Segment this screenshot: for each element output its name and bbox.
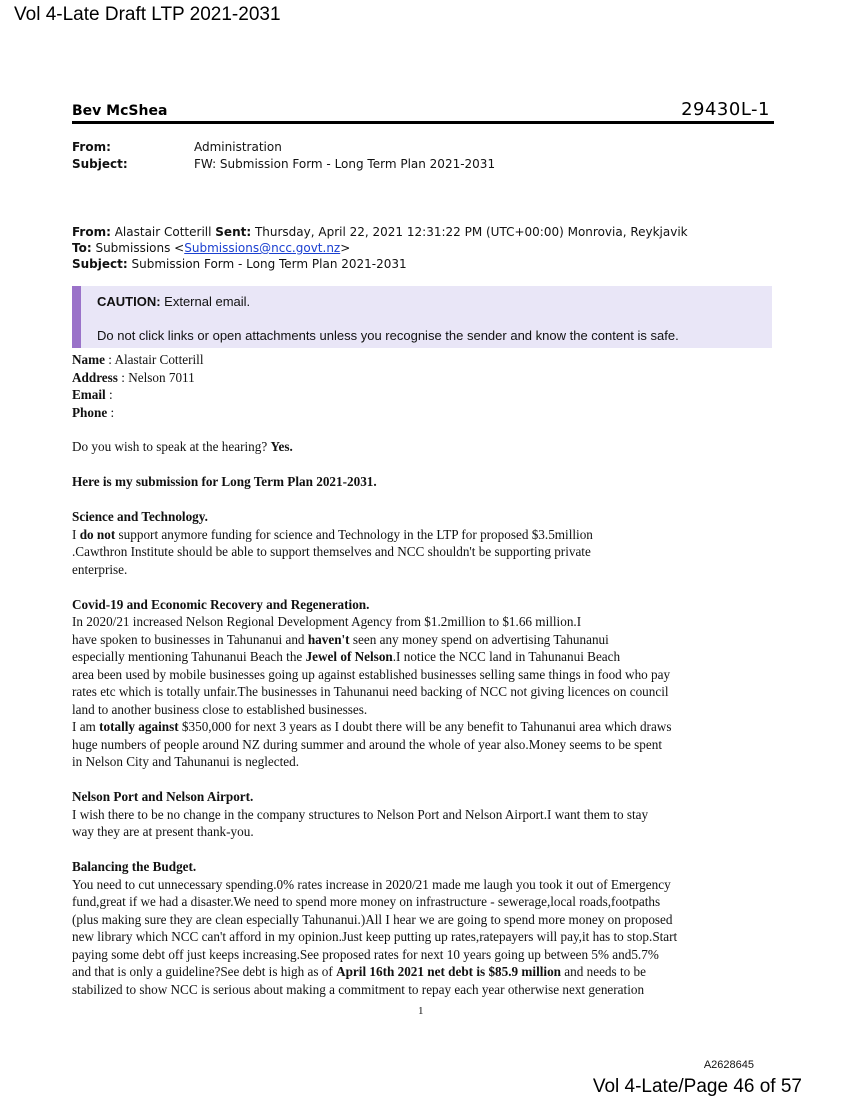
sender-name: Bev McShea [72, 103, 168, 119]
email-from-row [72, 140, 282, 154]
budget-line-4: new library which NCC can't afford in my opinion.Just keep putting up rates,ratepayers will pay,it has to stop.Start [72, 929, 678, 944]
fwd-subject-label: Subject: [72, 257, 128, 271]
submissions-email-link[interactable]: Submissions@ncc.govt.nz [184, 241, 341, 255]
form-phone-row [72, 404, 114, 421]
covid-l3c: .I notice the NCC land in Tahunanui Beach [392, 649, 621, 664]
caution-message: Do not click links or open attachments unless you recognise the sender and know the content is safe. [97, 328, 679, 343]
fwd-to-prefix: Submissions < [91, 241, 185, 255]
science-line-1 [72, 526, 593, 543]
email-subject-row [72, 157, 495, 171]
port-heading-text: Nelson Port and Nelson Airport. [72, 789, 254, 804]
covid-l2c: seen any money spend on advertising Tahunanui [349, 632, 609, 647]
hearing-question [72, 438, 293, 455]
document-id: 29430L-1 [681, 99, 770, 120]
budget-line-3: (plus making sure they are clean especially Tahunanui.)All I hear we are going to spend more money on proposed [72, 912, 673, 927]
covid-l2a: have spoken to businesses in Tahunanui and [72, 632, 308, 647]
caution-title [97, 294, 250, 309]
form-address-row [72, 369, 195, 386]
fwd-sent-label: Sent: [215, 225, 252, 239]
fwd-subject-value: Submission Form - Long Term Plan 2021-2031 [127, 257, 407, 271]
budget-l6c: and needs to be [561, 964, 646, 979]
forwarded-subject-row [72, 257, 407, 271]
caution-accent-bar [72, 286, 81, 348]
budget-line-6 [72, 963, 646, 980]
subject-value: FW: Submission Form - Long Term Plan 2021-2031 [194, 157, 496, 171]
covid-line-6: land to another business close to established businesses. [72, 702, 368, 717]
covid-heading-text: Covid-19 and Economic Recovery and Regeneration. [72, 597, 370, 612]
covid-line-3 [72, 648, 620, 665]
submission-intro [72, 473, 377, 490]
science-l1b: do not [79, 527, 116, 542]
budget-heading [72, 858, 196, 875]
from-label: From: [72, 140, 111, 154]
covid-l7a: I am [72, 719, 100, 734]
phone-value: : [107, 405, 115, 420]
fwd-to-suffix: > [340, 241, 351, 255]
covid-line-1: In 2020/21 increased Nelson Regional Development Agency from $1.2million to $1.66 million.I [72, 614, 582, 629]
caution-title-rest: External email. [160, 294, 251, 309]
science-l1a: I [72, 527, 80, 542]
hearing-answer: Yes. [270, 439, 293, 454]
budget-heading-text: Balancing the Budget. [72, 859, 197, 874]
science-heading [72, 508, 208, 525]
covid-l3a: especially mentioning Tahunanui Beach the [72, 649, 306, 664]
fwd-from-value: Alastair Cotterill [110, 225, 216, 239]
budget-line-5: paying some debt off just keeps increasing.See proposed rates for next 10 years going up between 5% and5.7% [72, 947, 659, 962]
email-label: Email [72, 387, 106, 402]
budget-line-7: stabilized to show NCC is serious about making a commitment to repay each year otherwise next generation [72, 982, 645, 997]
budget-l6b: April 16th 2021 net debt is $85.9 million [336, 964, 561, 979]
document-reference: A2628645 [703, 1059, 754, 1071]
covid-line-8: huge numbers of people around NZ during summer and around the whole of year also.Money seems to be spent [72, 737, 662, 752]
header-divider [72, 121, 774, 124]
science-line-3: enterprise. [72, 562, 128, 577]
forwarded-to-row [72, 241, 350, 255]
caution-banner [72, 286, 772, 348]
hearing-question-text: Do you wish to speak at the hearing? [72, 439, 271, 454]
budget-line-1: You need to cut unnecessary spending.0% rates increase in 2020/21 made me laugh you took it out of Emergency [72, 877, 671, 892]
form-email-row [72, 386, 113, 403]
forwarded-from-row [72, 225, 688, 239]
budget-l6a: and that is only a guideline?See debt is high as of [72, 964, 337, 979]
caution-label: CAUTION: [97, 294, 161, 309]
port-heading [72, 788, 253, 805]
port-line-2: way they are at present thank-you. [72, 824, 254, 839]
subject-label: Subject: [72, 157, 128, 171]
address-label: Address [72, 370, 118, 385]
address-value: : Nelson 7011 [117, 370, 195, 385]
form-name-row [72, 351, 204, 368]
submission-intro-text: Here is my submission for Long Term Plan 2021-2031. [72, 474, 377, 489]
email-value: : [105, 387, 113, 402]
page-footer: Vol 4-Late/Page 46 of 57 [592, 1076, 802, 1097]
covid-line-2 [72, 631, 609, 648]
fwd-sent-value: Thursday, April 22, 2021 12:31:22 PM (UTC+00:00) Monrovia, Reykjavik [251, 225, 688, 239]
from-value: Administration [194, 140, 282, 154]
covid-l7b: totally against [99, 719, 179, 734]
fwd-to-label: To: [72, 241, 92, 255]
budget-line-2: fund,great if we had a disaster.We need to spend more money on infrastructure - sewerage,local roads,footpaths [72, 894, 661, 909]
page-number: 1 [418, 1005, 424, 1017]
name-label: Name [72, 352, 105, 367]
covid-line-9: in Nelson City and Tahunanui is neglected. [72, 754, 300, 769]
phone-label: Phone [72, 405, 108, 420]
science-heading-text: Science and Technology. [72, 509, 208, 524]
covid-line-5: rates etc which is totally unfair.The businesses in Tahunanui need backing of NCC not giving licences on council [72, 684, 669, 699]
covid-line-7 [72, 718, 671, 735]
science-l1c: support anymore funding for science and Technology in the LTP for proposed $3.5million [115, 527, 593, 542]
covid-l3b: Jewel of Nelson [305, 649, 393, 664]
covid-heading [72, 596, 369, 613]
name-value: : Alastair Cotterill [104, 352, 204, 367]
covid-l2b: haven't [307, 632, 350, 647]
fwd-from-label: From: [72, 225, 111, 239]
science-line-2: .Cawthron Institute should be able to support themselves and NCC shouldn't be supporting private [72, 544, 591, 559]
covid-line-4: area been used by mobile businesses going up against established businesses selling same things in food who pay [72, 667, 671, 682]
page-header: Vol 4-Late Draft LTP 2021-2031 [14, 4, 281, 25]
port-line-1: I wish there to be no change in the company structures to Nelson Port and Nelson Airport.I want them to stay [72, 807, 649, 822]
covid-l7c: $350,000 for next 3 years as I doubt there will be any benefit to Tahunanui area which draws [178, 719, 672, 734]
